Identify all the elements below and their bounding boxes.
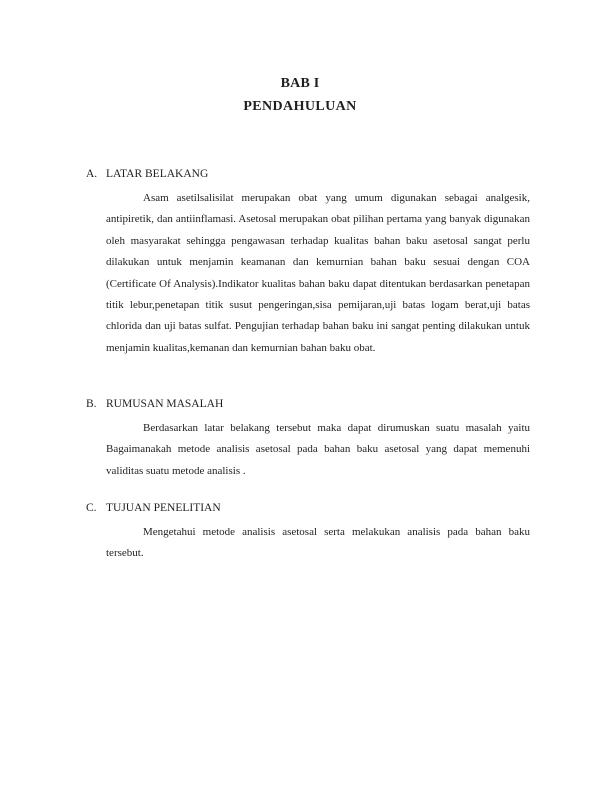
section-letter: C. <box>86 502 97 514</box>
chapter-number: BAB I <box>280 76 320 91</box>
section-rumusan-masalah <box>86 396 530 482</box>
section-heading-text: LATAR BELAKANG <box>106 168 209 180</box>
section-heading-text: RUMUSAN MASALAH <box>106 398 224 410</box>
chapter-title: PENDAHULUAN <box>243 99 357 114</box>
section-letter: A. <box>86 168 98 180</box>
section-heading <box>86 500 530 516</box>
section-heading <box>86 396 530 412</box>
section-tujuan-penelitian <box>86 500 530 565</box>
section-paragraph: Asam asetilsalisilat merupakan obat yang umum digunakan sebagai analgesik, antipiretik, dan antiinflamasi. Asetosal merupakan obat pilihan pertama yang banyak digunakan oleh masyarakat sehingga pengawasan terhadap kualitas bahan baku asetosal sangat perlu dilakukan untuk menjamin keamanan dan kemurnian bahan baku sesuai dengan COA (Certificate Of Analysis).Indikator kualitas bahan baku dapat ditentukan berdasarkan penetapan titik lebur,penetapan titik susut pengeringan,sisa pemijaran,uji batas logam berat,uji batas chlorida dan uji batas sulfat. Pengujian terhadap bahan baku ini sangat penting dilakukan untuk menjamin kualitas,kemanan dan kemurnian bahan baku obat. <box>106 192 530 354</box>
section-latar-belakang <box>86 166 530 359</box>
section-letter: B. <box>86 398 97 410</box>
section-heading <box>86 166 530 182</box>
section-paragraph: Mengetahui metode analisis asetosal serta melakukan analisis pada bahan baku tersebut. <box>106 526 530 560</box>
section-paragraph: Berdasarkan latar belakang tersebut maka dapat dirumuskan suatu masalah yaitu Bagaimanakah metode analisis asetosal pada bahan baku asetosal yang dapat memenuhi validitas suatu metode analisis . <box>106 422 530 477</box>
section-heading-text: TUJUAN PENELITIAN <box>106 502 221 514</box>
